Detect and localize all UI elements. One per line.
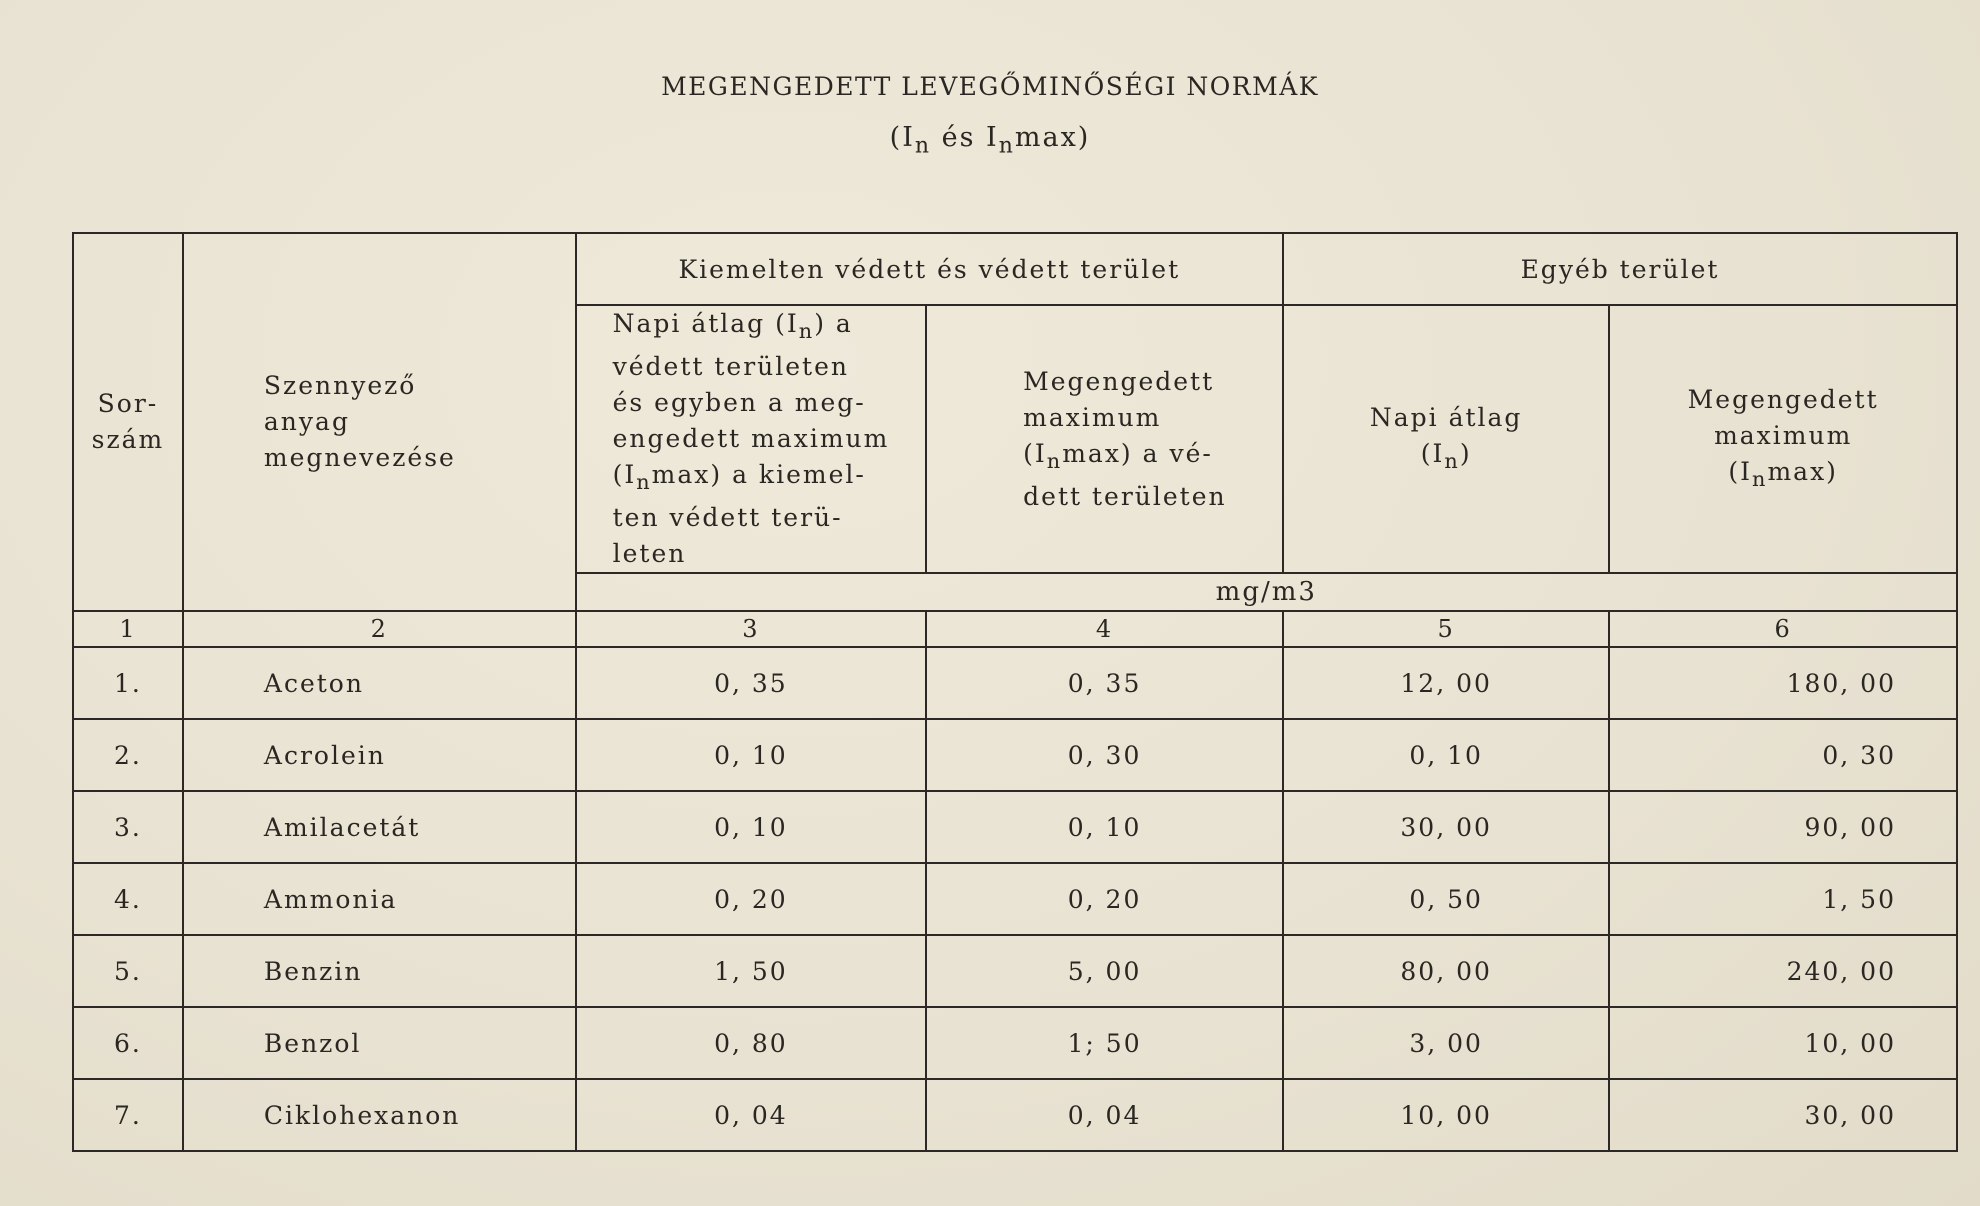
- table-row: [73, 791, 1957, 863]
- row-number: 7.: [73, 1079, 183, 1151]
- value-col3: 0, 20: [576, 863, 927, 935]
- substance-name: Aceton: [183, 647, 576, 719]
- value-col6: 10, 00: [1609, 1007, 1957, 1079]
- value-col3: 0, 35: [576, 647, 927, 719]
- column-number: 5: [1283, 611, 1609, 647]
- value-col6: 0, 30: [1609, 719, 1957, 791]
- value-col4: 0, 04: [926, 1079, 1283, 1151]
- value-col5: 0, 10: [1283, 719, 1609, 791]
- value-col5: 80, 00: [1283, 935, 1609, 1007]
- substance-name: Benzin: [183, 935, 576, 1007]
- value-col4: 0, 20: [926, 863, 1283, 935]
- value-col3: 1, 50: [576, 935, 927, 1007]
- col-header-c5: Napi átlag $(I_n)$: [1283, 305, 1609, 573]
- col-header-c4: Megengedett maximum $(I_n\max)$ a vé- dett területen: [926, 305, 1283, 573]
- col-header-sorszam: Sor- szám: [73, 233, 183, 611]
- value-col3: 0, 04: [576, 1079, 927, 1151]
- group-header-other: Egyéb terület: [1283, 233, 1957, 305]
- value-col6: 1, 50: [1609, 863, 1957, 935]
- value-col4: 0, 30: [926, 719, 1283, 791]
- row-number: 4.: [73, 863, 183, 935]
- table-row: [73, 1079, 1957, 1151]
- column-number: 4: [926, 611, 1283, 647]
- value-col5: 0, 50: [1283, 863, 1609, 935]
- row-number: 6.: [73, 1007, 183, 1079]
- value-col3: 0, 80: [576, 1007, 927, 1079]
- substance-name: Benzol: [183, 1007, 576, 1079]
- row-number: 1.: [73, 647, 183, 719]
- value-col6: 240, 00: [1609, 935, 1957, 1007]
- value-col6: 30, 00: [1609, 1079, 1957, 1151]
- column-number: 6: [1609, 611, 1957, 647]
- col-header-name: Szennyező anyag megnevezése: [183, 233, 576, 611]
- col-header-c3: Napi átlag $(I_n)$ a védett területen és egyben a meg- engedett maximum $(I_n\max)$ a kiemel- ten védett terü- leten: [576, 305, 927, 573]
- substance-name: Amilacetát: [183, 791, 576, 863]
- row-number: 3.: [73, 791, 183, 863]
- value-col5: 12, 00: [1283, 647, 1609, 719]
- column-number: 2: [183, 611, 576, 647]
- substance-name: Ammonia: [183, 863, 576, 935]
- row-number: 5.: [73, 935, 183, 1007]
- value-col5: 3, 00: [1283, 1007, 1609, 1079]
- value-col4: 1; 50: [926, 1007, 1283, 1079]
- group-header-protected: Kiemelten védett és védett terület: [576, 233, 1283, 305]
- air-quality-norms-table: [72, 232, 1958, 1152]
- value-col3: 0, 10: [576, 791, 927, 863]
- column-number: 3: [576, 611, 927, 647]
- table-row: [73, 719, 1957, 791]
- value-col4: 0, 10: [926, 791, 1283, 863]
- table-row: [73, 647, 1957, 719]
- col-header-c6: Megengedett maximum $(I_n\max)$: [1609, 305, 1957, 573]
- table-row: [73, 1007, 1957, 1079]
- value-col5: 10, 00: [1283, 1079, 1609, 1151]
- value-col4: 0, 35: [926, 647, 1283, 719]
- value-col6: 180, 00: [1609, 647, 1957, 719]
- row-number: 2.: [73, 719, 183, 791]
- value-col3: 0, 10: [576, 719, 927, 791]
- unit-label: mg/m3: [576, 573, 1957, 611]
- column-number: 1: [73, 611, 183, 647]
- table-row: [73, 863, 1957, 935]
- value-col6: 90, 00: [1609, 791, 1957, 863]
- page-subtitle: ($I_n$ és $I_n\max$): [889, 122, 1091, 159]
- substance-name: Acrolein: [183, 719, 576, 791]
- page-title: MEGENGEDETT LEVEGŐMINŐSÉGI NORMÁK: [661, 72, 1319, 101]
- substance-name: Ciklohexanon: [183, 1079, 576, 1151]
- value-col5: 30, 00: [1283, 791, 1609, 863]
- value-col4: 5, 00: [926, 935, 1283, 1007]
- table-row: [73, 935, 1957, 1007]
